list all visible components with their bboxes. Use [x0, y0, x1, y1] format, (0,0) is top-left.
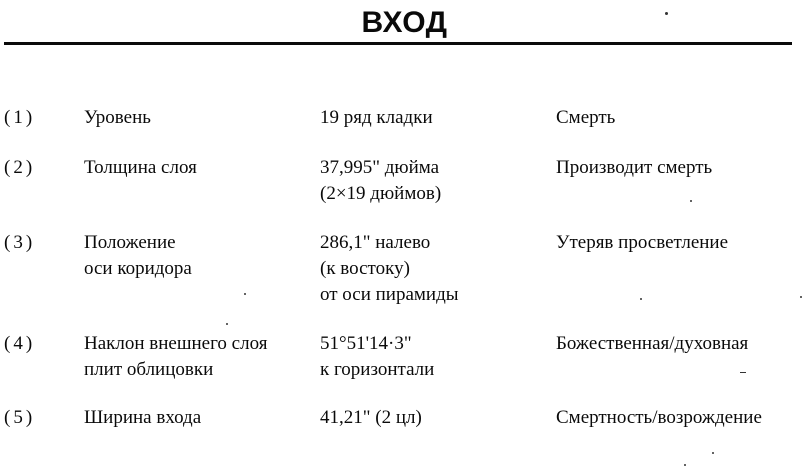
parameter-line: плит облицовки: [84, 359, 214, 380]
row-meaning: [556, 230, 728, 256]
row-number: (3): [4, 232, 36, 253]
page-title: ВХОД: [361, 6, 448, 39]
row-number: (4): [4, 333, 36, 354]
row-number: (2): [4, 157, 36, 178]
row-value: [320, 405, 422, 431]
value-line: к горизонтали: [320, 359, 435, 380]
row-parameter: [84, 331, 267, 383]
meaning-line: Смерть: [556, 107, 616, 128]
value-line: 51°51'14·3": [320, 333, 412, 354]
scan-speck: [690, 200, 692, 202]
value-line: 286,1" налево: [320, 232, 431, 253]
row-meaning: [556, 405, 762, 431]
scan-speck: [800, 296, 802, 298]
value-line: 19 ряд кладки: [320, 107, 433, 128]
meaning-line: Божественная/духовная: [556, 333, 749, 354]
row-parameter: [84, 155, 197, 181]
parameter-line: Толщина слоя: [84, 157, 197, 178]
scan-speck: [244, 293, 246, 295]
row-parameter: [84, 230, 192, 282]
scan-speck: [740, 372, 746, 373]
meaning-line: Производит смерть: [556, 157, 713, 178]
meaning-line: Утеряв просветление: [556, 232, 729, 253]
row-value: [320, 230, 459, 308]
row-meaning: [556, 331, 748, 357]
parameter-line: Наклон внешнего слоя: [84, 333, 268, 354]
scan-speck: [684, 464, 686, 466]
value-line: (к востоку): [320, 258, 410, 279]
value-line: 41,21" (2 цл): [320, 407, 422, 428]
row-value: [320, 331, 434, 383]
scan-speck: [712, 452, 714, 454]
parameter-line: Уровень: [84, 107, 151, 128]
parameter-line: оси коридора: [84, 258, 192, 279]
scan-speck: [665, 12, 668, 15]
value-line: от оси пирамиды: [320, 284, 459, 305]
row-parameter: [84, 405, 201, 431]
row-number: (5): [4, 407, 36, 428]
value-line: 37,995" дюйма: [320, 157, 440, 178]
scan-speck: [640, 298, 642, 300]
row-meaning: [556, 105, 615, 131]
row-meaning: [556, 155, 712, 181]
title-underline: [4, 42, 792, 45]
row-value: [320, 105, 433, 131]
scan-speck: [226, 323, 228, 325]
row-number: (1): [4, 107, 36, 128]
value-line: (2×19 дюймов): [320, 183, 442, 204]
meaning-line: Смертность/возрождение: [556, 407, 762, 428]
parameter-line: Положение: [84, 232, 176, 253]
row-value: [320, 155, 441, 207]
row-parameter: [84, 105, 151, 131]
parameter-line: Ширина входа: [84, 407, 202, 428]
